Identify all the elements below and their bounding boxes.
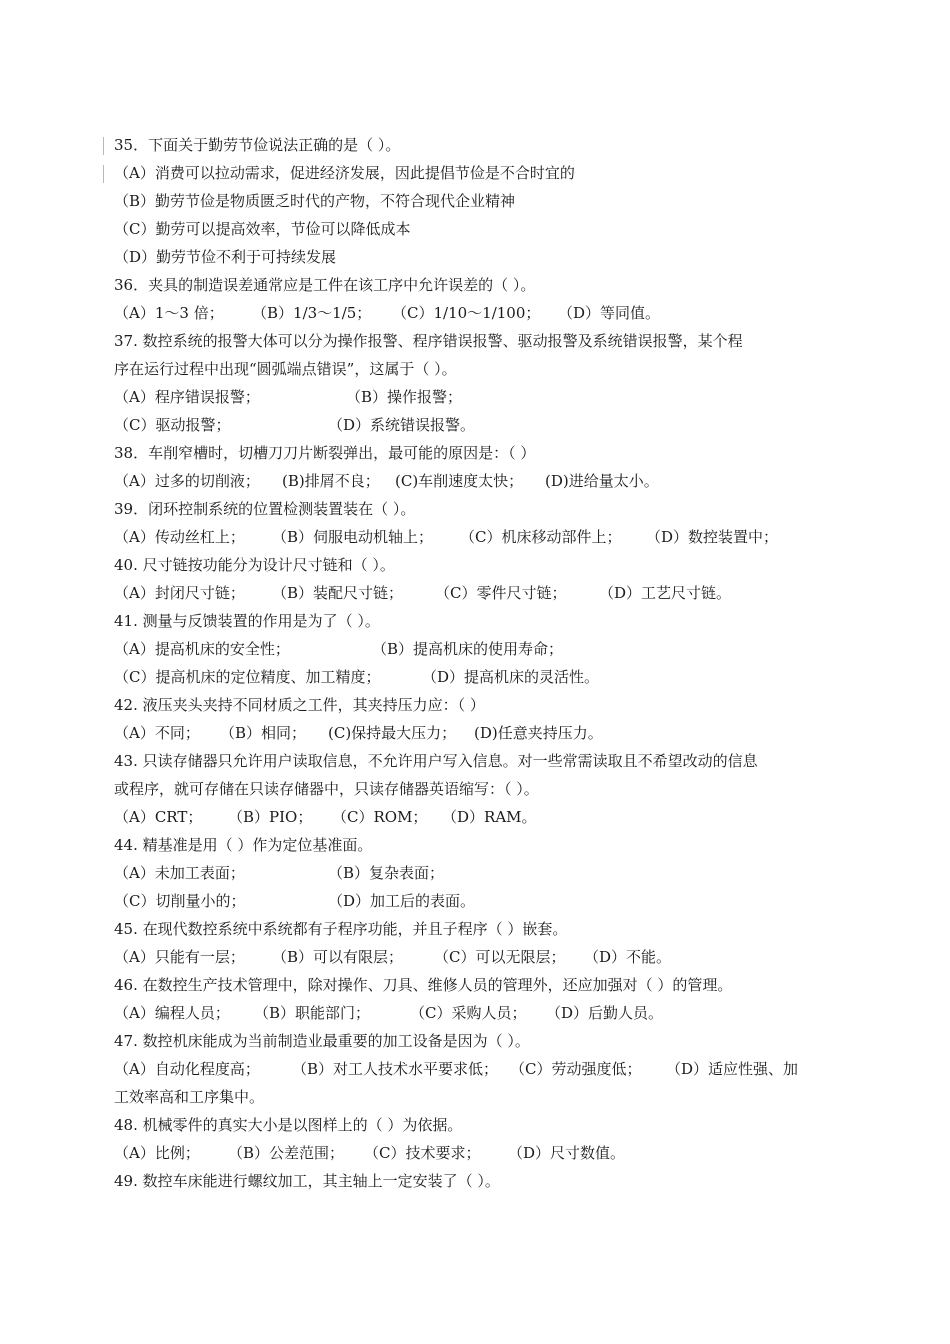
question-37-stem-line2: 序在运行过程中出现“圆弧端点错误”，这属于（ ）。	[114, 360, 457, 378]
question-46-option-c: （C）采购人员；	[410, 1004, 527, 1022]
question-38-stem: 38．车削窄槽时，切槽刀刀片断裂弹出，最可能的原因是：（ ）	[114, 444, 536, 462]
question-47-option-c: （C）劳动强度低；	[510, 1060, 642, 1078]
question-37-option-b: （B）操作报警；	[346, 388, 463, 406]
question-38-options	[114, 467, 844, 495]
question-48-option-d: （D）尺寸数值。	[508, 1144, 626, 1162]
question-36-options	[114, 299, 844, 327]
question-38-option-c: (C)车削速度太快；	[395, 472, 524, 490]
question-35-option-a: （A）消费可以拉动需求，促进经济发展，因此提倡节俭是不合时宜的	[114, 164, 575, 182]
question-39-stem: 39．闭环控制系统的位置检测装置装在（ ）。	[114, 500, 416, 518]
question-41-option-b: （B）提高机床的使用寿命；	[372, 640, 564, 658]
question-43-option-c: （C）ROM；	[332, 808, 428, 826]
question-36-option-b: （B）1/3～1/5；	[252, 304, 372, 322]
question-43-option-b: （B）PIO；	[228, 808, 313, 826]
question-45-option-d: （D）不能。	[584, 948, 672, 966]
question-38-option-b: (B)排屑不良；	[282, 472, 380, 490]
question-45-stem: 45. 在现代数控系统中系统都有子程序功能，并且子程序（ ）嵌套。	[114, 920, 568, 938]
question-48-option-a: （A）比例；	[114, 1144, 200, 1162]
question-47-option-b: （B）对工人技术水平要求低；	[292, 1060, 499, 1078]
question-36-stem: 36．夹具的制造误差通常应是工件在该工序中允许误差的（ ）。	[114, 276, 536, 294]
revision-mark	[103, 137, 104, 155]
question-46-options	[114, 999, 844, 1027]
question-44-stem: 44. 精基准是用（ ）作为定位基准面。	[114, 836, 373, 854]
question-44-option-a: （A）未加工表面；	[114, 864, 245, 882]
question-41-options-row2	[114, 663, 844, 691]
question-35-stem: 35．下面关于勤劳节俭说法正确的是（ ）。	[114, 136, 401, 154]
question-47-options	[114, 1055, 844, 1083]
question-39-option-b: （B）伺服电动机轴上；	[272, 528, 434, 546]
question-37-option-a: （A）程序错误报警；	[114, 388, 260, 406]
question-41-option-d: （D）提高机床的灵活性。	[422, 668, 600, 686]
question-41-options-row1	[114, 635, 844, 663]
question-48-stem: 48. 机械零件的真实大小是以图样上的（ ）为依据。	[114, 1116, 463, 1134]
question-37-option-d: （D）系统错误报警。	[328, 416, 476, 434]
revision-mark	[103, 165, 104, 183]
question-37-option-c: （C）驱动报警；	[114, 416, 231, 434]
question-46-option-b: （B）职能部门；	[254, 1004, 371, 1022]
question-37-stem-line1: 37. 数控系统的报警大体可以分为操作报警、程序错误报警、驱动报警及系统错误报警，某个程	[114, 332, 743, 350]
question-41-stem: 41. 测量与反馈装置的作用是为了（ ）。	[114, 612, 380, 630]
question-37-options-row1	[114, 383, 844, 411]
question-42-option-d: (D)任意夹持压力。	[474, 724, 603, 742]
question-42-options	[114, 719, 844, 747]
question-36-option-d: （D）等同值。	[558, 304, 661, 322]
question-44-option-b: （B）复杂表面；	[328, 864, 445, 882]
question-38-option-d: (D)进给量太小。	[545, 472, 659, 490]
question-42-stem: 42. 液压夹头夹持不同材质之工件，其夹持压力应：（ ）	[114, 696, 485, 714]
question-39-option-c: （C）机床移动部件上；	[460, 528, 622, 546]
question-40-option-b: （B）装配尺寸链；	[272, 584, 404, 602]
question-48-options	[114, 1139, 844, 1167]
question-42-option-c: (C)保持最大压力；	[328, 724, 457, 742]
question-45-option-c: （C）可以无限层；	[434, 948, 566, 966]
question-44-option-d: （D）加工后的表面。	[328, 892, 476, 910]
question-list	[114, 131, 844, 1195]
question-49-stem: 49. 数控车床能进行螺纹加工，其主轴上一定安装了（ ）。	[114, 1172, 500, 1190]
question-47-option-a: （A）自动化程度高；	[114, 1060, 260, 1078]
question-43-stem-line1: 43. 只读存储器只允许用户读取信息，不允许用户写入信息。对一些常需读取且不希望改动的信息	[114, 752, 758, 770]
question-47-option-d-continued: 工效率高和工序集中。	[114, 1088, 265, 1106]
question-44-option-c: （C）切削量小的；	[114, 892, 246, 910]
question-45-option-a: （A）只能有一层；	[114, 948, 245, 966]
question-43-options	[114, 803, 844, 831]
question-43-option-d: （D）RAM。	[442, 808, 537, 826]
question-42-option-b: （B）相同；	[220, 724, 307, 742]
question-40-option-d: （D）工艺尺寸链。	[599, 584, 732, 602]
question-41-option-c: （C）提高机床的定位精度、加工精度；	[114, 668, 381, 686]
question-40-option-a: （A）封闭尺寸链；	[114, 584, 245, 602]
question-44-options-row1	[114, 859, 844, 887]
question-35-option-d: （D）勤劳节俭不利于可持续发展	[114, 248, 337, 266]
question-37-options-row2	[114, 411, 844, 439]
question-40-options	[114, 579, 844, 607]
question-35-option-c: （C）勤劳可以提高效率，节俭可以降低成本	[114, 220, 411, 238]
question-35-option-b: （B）勤劳节俭是物质匮乏时代的产物，不符合现代企业精神	[114, 192, 516, 210]
question-46-stem: 46. 在数控生产技术管理中，除对操作、刀具、维修人员的管理外，还应加强对（ ）的管理。	[114, 976, 733, 994]
question-47-option-d: （D）适应性强、加	[666, 1060, 799, 1078]
question-46-option-d: （D）后勤人员。	[546, 1004, 664, 1022]
question-39-options	[114, 523, 844, 551]
question-39-option-a: （A）传动丝杠上；	[114, 528, 245, 546]
question-43-stem-line2: 或程序，就可存储在只读存储器中，只读存储器英语缩写：（ ）。	[114, 780, 539, 798]
question-40-option-c: （C）零件尺寸链；	[435, 584, 567, 602]
question-47-stem: 47. 数控机床能成为当前制造业最重要的加工设备是因为（ ）。	[114, 1032, 530, 1050]
question-48-option-c: （C）技术要求；	[364, 1144, 481, 1162]
question-45-options	[114, 943, 844, 971]
question-48-option-b: （B）公差范围；	[228, 1144, 345, 1162]
question-43-option-a: （A）CRT；	[114, 808, 203, 826]
question-46-option-a: （A）编程人员；	[114, 1004, 230, 1022]
question-42-option-a: （A）不同；	[114, 724, 200, 742]
question-39-option-d: （D）数控装置中；	[646, 528, 779, 546]
question-45-option-b: （B）可以有限层；	[272, 948, 404, 966]
question-41-option-a: （A）提高机床的安全性；	[114, 640, 290, 658]
question-36-option-c: （C）1/10～1/100；	[392, 304, 541, 322]
question-36-option-a: （A）1～3 倍；	[114, 304, 224, 322]
question-44-options-row2	[114, 887, 844, 915]
question-38-option-a: （A）过多的切削液；	[114, 472, 260, 490]
question-40-stem: 40. 尺寸链按功能分为设计尺寸链和（ ）。	[114, 556, 395, 574]
